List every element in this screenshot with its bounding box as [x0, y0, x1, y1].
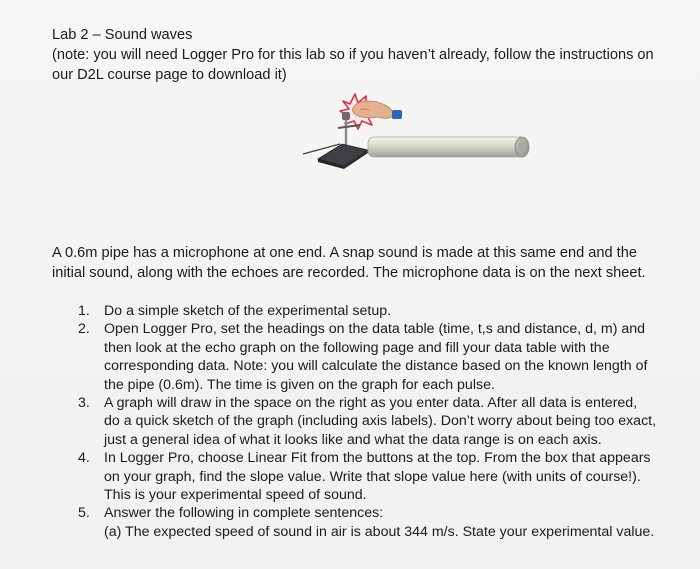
list-number: 1.: [78, 303, 90, 319]
list-line: This is your experimental speed of sound.: [104, 487, 367, 504]
list-line: corresponding data. Note: you will calculate the distance based on the known length of: [104, 358, 648, 375]
list-number: 3.: [78, 395, 90, 412]
sub-item-a: (a) The expected speed of sound in air is about 344 m/s. State your experimental value.: [104, 523, 655, 540]
list-line: do a quick sketch of the graph (including axis labels). Don’t worry about being too exact,: [104, 413, 657, 430]
hand-icon: [353, 101, 402, 119]
list-item: [78, 320, 678, 394]
list-line: on your graph, find the slope value. Write that slope value here (with units of course!).: [104, 468, 641, 485]
intro-paragraph: [52, 244, 672, 283]
lab-title: Lab 2 – Sound waves: [52, 27, 193, 43]
list-number: 4.: [78, 450, 90, 467]
note-line-2: our D2L course page to download it): [52, 67, 287, 83]
list-line: then look at the echo graph on the following page and fill your data table with the: [104, 339, 610, 356]
list-item: [78, 302, 678, 320]
list-line: In Logger Pro, choose Linear Fit from the buttons at the top. From the box that appears: [104, 450, 651, 467]
list-item: [78, 449, 678, 504]
list-line: Do a simple sketch of the experimental setup.: [104, 303, 392, 319]
list-line: Answer the following in complete sentences:: [104, 505, 384, 522]
intro-line-2: initial sound, along with the echoes are recorded. The microphone data is on the next sheet.: [52, 264, 646, 281]
pipe-icon: [368, 137, 529, 157]
list-line: A graph will draw in the space on the right as you enter data. After all data is entered,: [104, 395, 638, 412]
list-line: just a general idea of what it looks like and what the data range is on each axis.: [104, 431, 602, 448]
list-number: 5.: [78, 505, 90, 522]
note-line-1: (note: you will need Logger Pro for this lab so if you haven’t already, follow the instructions on: [52, 47, 654, 63]
instruction-list: [78, 302, 678, 541]
list-line: the pipe (0.6m). The time is given on the graph for each pulse.: [104, 376, 495, 393]
intro-line-1: A 0.6m pipe has a microphone at one end. A snap sound is made at this same end and the: [52, 245, 637, 261]
list-line: Open Logger Pro, set the headings on the data table (time, t,s and distance, d, m) and: [104, 321, 646, 338]
setup-illustration: [298, 92, 533, 180]
list-number: 2.: [78, 321, 90, 338]
list-item: [78, 394, 678, 449]
list-item: [78, 504, 678, 541]
header: [52, 25, 672, 85]
